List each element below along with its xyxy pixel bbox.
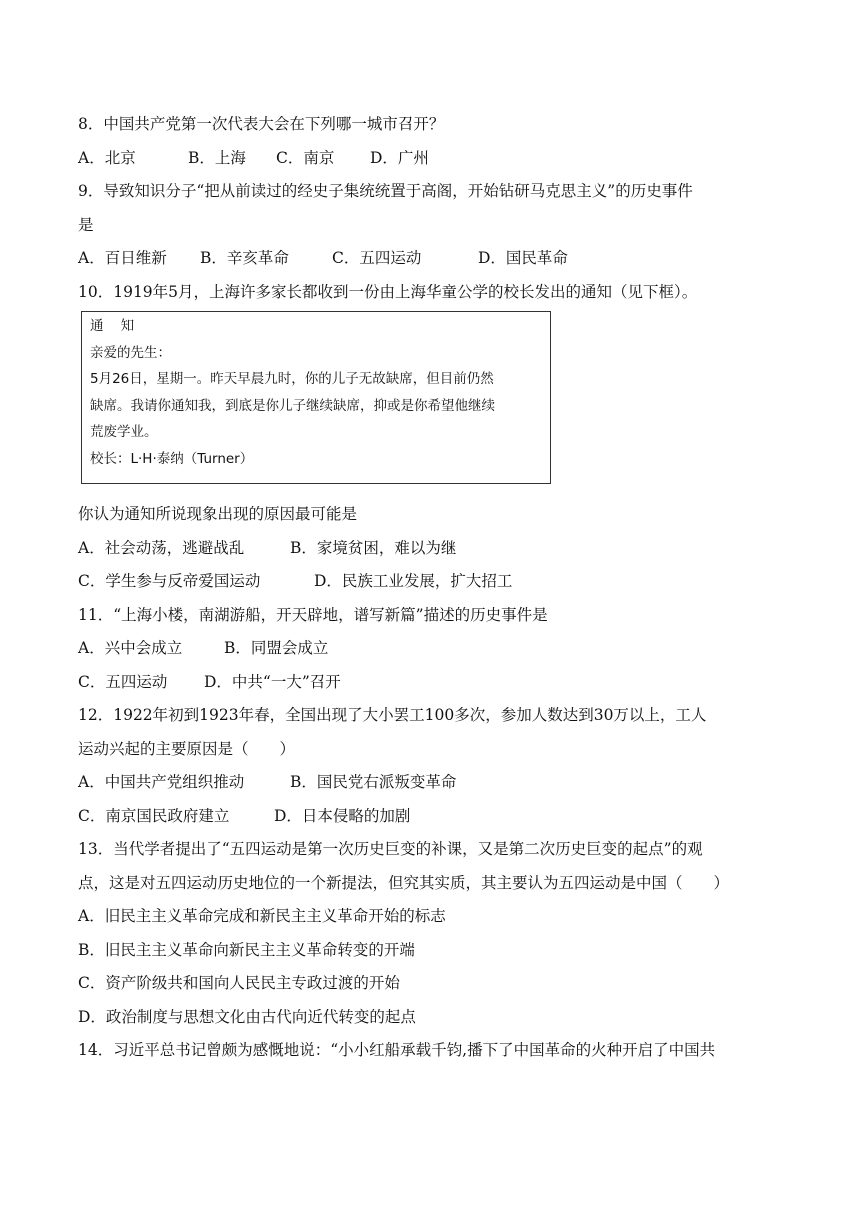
question-10-options-row1: [78, 532, 790, 566]
question-12-options-row1: [78, 766, 790, 800]
q11-option-b: B．同盟会成立: [224, 639, 329, 657]
exam-page: [78, 108, 790, 1068]
q9-option-a: A．百日维新: [78, 249, 167, 267]
q10-option-c: C．学生参与反帝爱国运动: [78, 572, 261, 590]
question-13-stem-line2: 点，这是对五四运动历史地位的一个新提法，但究其实质，其主要认为五四运动是中国（ ）: [78, 873, 730, 892]
q13-option-c: C．资产阶级共和国向人民民主专政过渡的开始: [78, 974, 400, 992]
question-12-stem-line1: 12．1922年初到1923年春，全国出现了大小罢工100多次，参加人数达到30万以上，工人: [78, 706, 707, 724]
question-11-options-row2: [78, 666, 790, 700]
q11-option-c: C．五四运动: [78, 672, 168, 691]
q13-option-d: D．政治制度与思想文化由古代向近代转变的起点: [78, 1007, 416, 1026]
q11-option-a: A．兴中会成立: [78, 639, 183, 657]
q8-option-a: A．北京: [78, 148, 136, 167]
notice-box: [81, 311, 551, 484]
q10-option-a: A．社会动荡，逃避战乱: [78, 538, 245, 557]
q9-option-d: D．国民革命: [478, 249, 568, 267]
notice-body-line2: 缺席。我请你通知我，到底是你儿子继续缺席，抑或是你希望他继续: [90, 397, 495, 414]
question-14-stem-line1: 14．习近平总书记曾颇为感慨地说：“小小红船承载千钧,播下了中国革命的火种开启了中国共: [78, 1041, 716, 1059]
q13-option-b: B．旧民主主义革命向新民主主义革命转变的开端: [78, 940, 415, 959]
notice-salutation: 亲爱的先生：: [90, 344, 171, 361]
q12-option-b: B．国民党右派叛变革命: [290, 773, 457, 791]
notice-title: 通 知: [90, 318, 135, 334]
q12-option-c: C．南京国民政府建立: [78, 806, 230, 825]
question-10-prompt: 你认为通知所说现象出现的原因最可能是: [78, 505, 358, 523]
q10-option-b: B．家境贫困，难以为继: [290, 538, 457, 557]
question-10-stem: 10．1919年5月，上海许多家长都收到一份由上海华童公学的校长发出的通知（见下框）。: [78, 282, 698, 301]
q8-option-d: D．广州: [370, 148, 429, 167]
question-13-stem-line1: 13．当代学者提出了“五四运动是第一次历史巨变的补课，又是第二次历史巨变的起点”的观: [78, 840, 703, 858]
question-8-options: [78, 142, 790, 176]
question-12-options-row2: [78, 800, 790, 834]
question-9-options: [78, 242, 790, 276]
question-8-stem: 8．中国共产党第一次代表大会在下列哪一城市召开？: [78, 115, 445, 133]
q12-option-a: A．中国共产党组织推动: [78, 773, 245, 791]
q13-option-a: A．旧民主主义革命完成和新民主主义革命开始的标志: [78, 907, 446, 925]
question-9-stem-line1: 9．导致知识分子“把从前读过的经史子集统统置于高阁，开始钻研马克思主义”的历史事件: [78, 182, 693, 200]
notice-signature: 校长：L·H·泰纳（Turner）: [90, 450, 254, 467]
q12-option-d: D．日本侵略的加剧: [274, 806, 411, 825]
q8-option-c: C．南京: [276, 148, 335, 167]
q8-option-b: B．上海: [188, 148, 246, 167]
question-10-options-row2: [78, 565, 790, 599]
question-11-stem: 11．“上海小楼，南湖游船，开天辟地，谱写新篇”描述的历史事件是: [78, 605, 548, 624]
question-9-stem-line2: 是: [78, 215, 94, 234]
q9-option-c: C．五四运动: [332, 249, 422, 267]
notice-body-line3: 荒废学业。: [90, 424, 158, 440]
q9-option-b: B．辛亥革命: [200, 249, 289, 267]
question-11-options-row1: [78, 632, 790, 666]
q10-option-d: D．民族工业发展，扩大招工: [314, 572, 513, 590]
question-12-stem-line2: 运动兴起的主要原因是（ ）: [78, 739, 296, 758]
notice-body-line1: 5月26日，星期一。昨天早晨九时，你的儿子无故缺席，但目前仍然: [90, 371, 494, 387]
q11-option-d: D．中共“一大”召开: [204, 672, 341, 691]
